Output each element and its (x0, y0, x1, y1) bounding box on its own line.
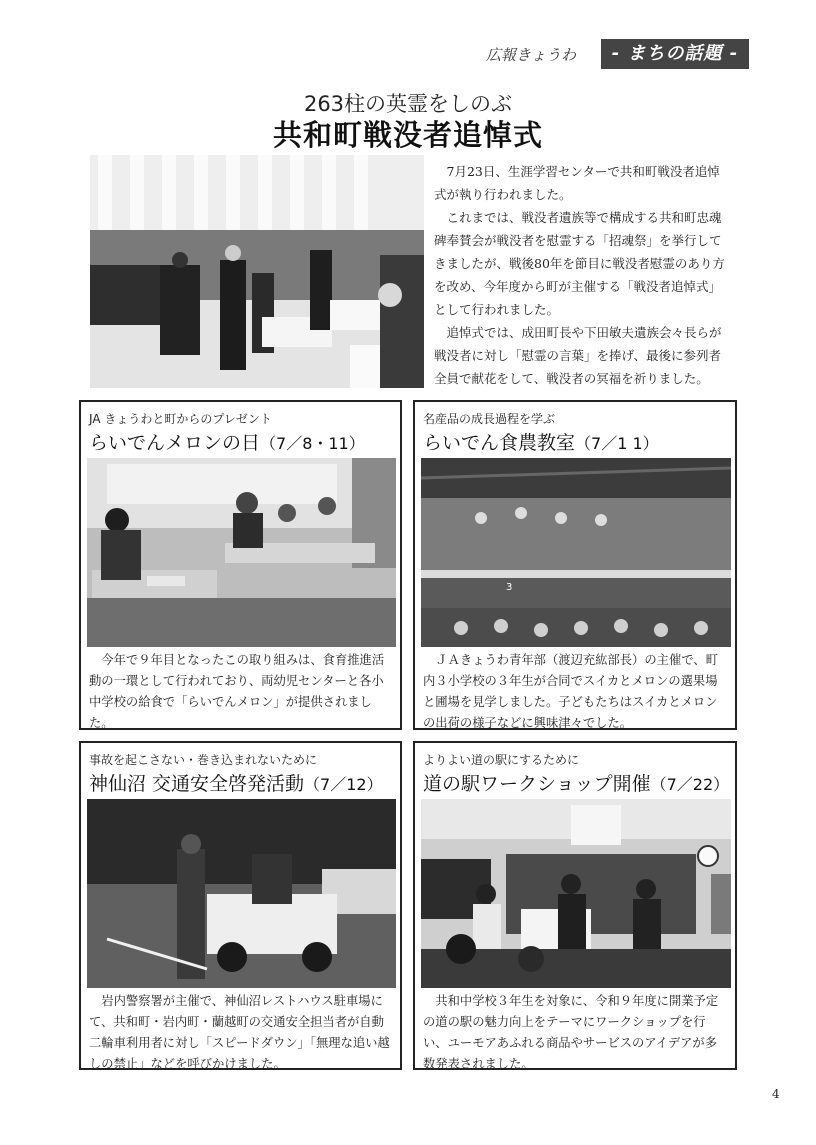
main-article-text (434, 160, 730, 390)
article-text: 共和中学校３年生を対象に、令和９年度に開業予定の道の駅の魅力向上をテーマにワークショップを行い、ユーモアあふれる商品やサービスのアイデアが多数発表されました。 (423, 994, 719, 1071)
article-melon-day (79, 400, 402, 730)
article-title (423, 428, 659, 455)
article-kicker: 事故を起こさない・巻き込まれないために (89, 753, 318, 767)
article-title-text: らいでんメロンの日 (89, 432, 261, 454)
article-date: （7／12） (304, 775, 383, 794)
article-title-text: らいでん食農教室 (423, 432, 576, 454)
sorting-facility-photo (421, 458, 731, 647)
article-traffic-safety (79, 741, 402, 1070)
article-title-text: 神仙沼 交通安全啓発活動 (89, 773, 305, 795)
publication-name: 広報きょうわ (486, 46, 577, 64)
main-paragraph: 追悼式では、成田町長や下田敏夫遺族会々長らが戦没者に対し「慰霊の言葉」を捧げ、最後に参列者全員で献花をして、戦没者の冥福を祈りました。 (434, 325, 722, 386)
main-title: 共和町戦没者追悼式 (272, 118, 543, 152)
article-date: （7／22） (650, 775, 730, 794)
police-motorcycle-photo (87, 799, 396, 988)
classroom-workshop-photo (421, 799, 731, 988)
article-date: （7／1 1） (575, 434, 659, 453)
page-number: 4 (772, 1087, 780, 1101)
article-kicker: よりよい道の駅にするために (423, 753, 580, 767)
article-roadside-station-workshop (413, 741, 737, 1070)
article-kicker: 名産品の成長過程を学ぶ (423, 412, 556, 426)
article-title-text: 道の駅ワークショップ開催 (423, 773, 651, 795)
article-title (423, 769, 729, 796)
main-paragraph: これまでは、戦没者遺族等で構成する共和町忠魂碑奉賛会が戦没者を慰霊する「招魂祭」を挙行してきましたが、戦後80年を節目に戦没者慰霊のあり方を改め、今年度から町が主催する「戦没者追悼式」として行われました。 (434, 210, 725, 317)
photo-sign-number: 3 (506, 582, 513, 593)
article-text: ＪＡきょうわ青年部（渡辺充紘部長）の主催で、町内３小学校の３年生が合同でスイカとメロンの選果場と圃場を見学しました。子どもたちはスイカとメロンの出荷の様子などに興味津々でした。 (423, 653, 718, 730)
article-title (89, 428, 365, 455)
article-text: 岩内警察署が主催で、神仙沼レストハウス駐車場にて、共和町・岩内町・蘭越町の交通安全担当者が自動二輪車利用者に対し「スピードダウン」「無理な追い越しの禁止」などを呼びかけました。 (89, 994, 390, 1071)
article-title (89, 769, 383, 796)
main-subtitle: 263柱の英霊をしのぶ (303, 92, 513, 116)
melon-lunch-photo (87, 458, 396, 647)
memorial-ceremony-photo (90, 155, 424, 388)
main-paragraph: 7月23日、生涯学習センターで共和町戦没者追悼式が執り行われました。 (434, 164, 720, 202)
article-kicker: JA きょうわと町からのプレゼント (89, 412, 272, 426)
section-label: - まちの話題 - (601, 39, 749, 69)
article-date: （7／8・11） (260, 434, 365, 453)
article-food-agriculture-class (413, 400, 737, 730)
article-text: 今年で９年目となったこの取り組みは、食育推進活動の一環として行われており、両幼児センターと各小中学校の給食で「らいでんメロン」が提供されました。 (89, 653, 385, 730)
